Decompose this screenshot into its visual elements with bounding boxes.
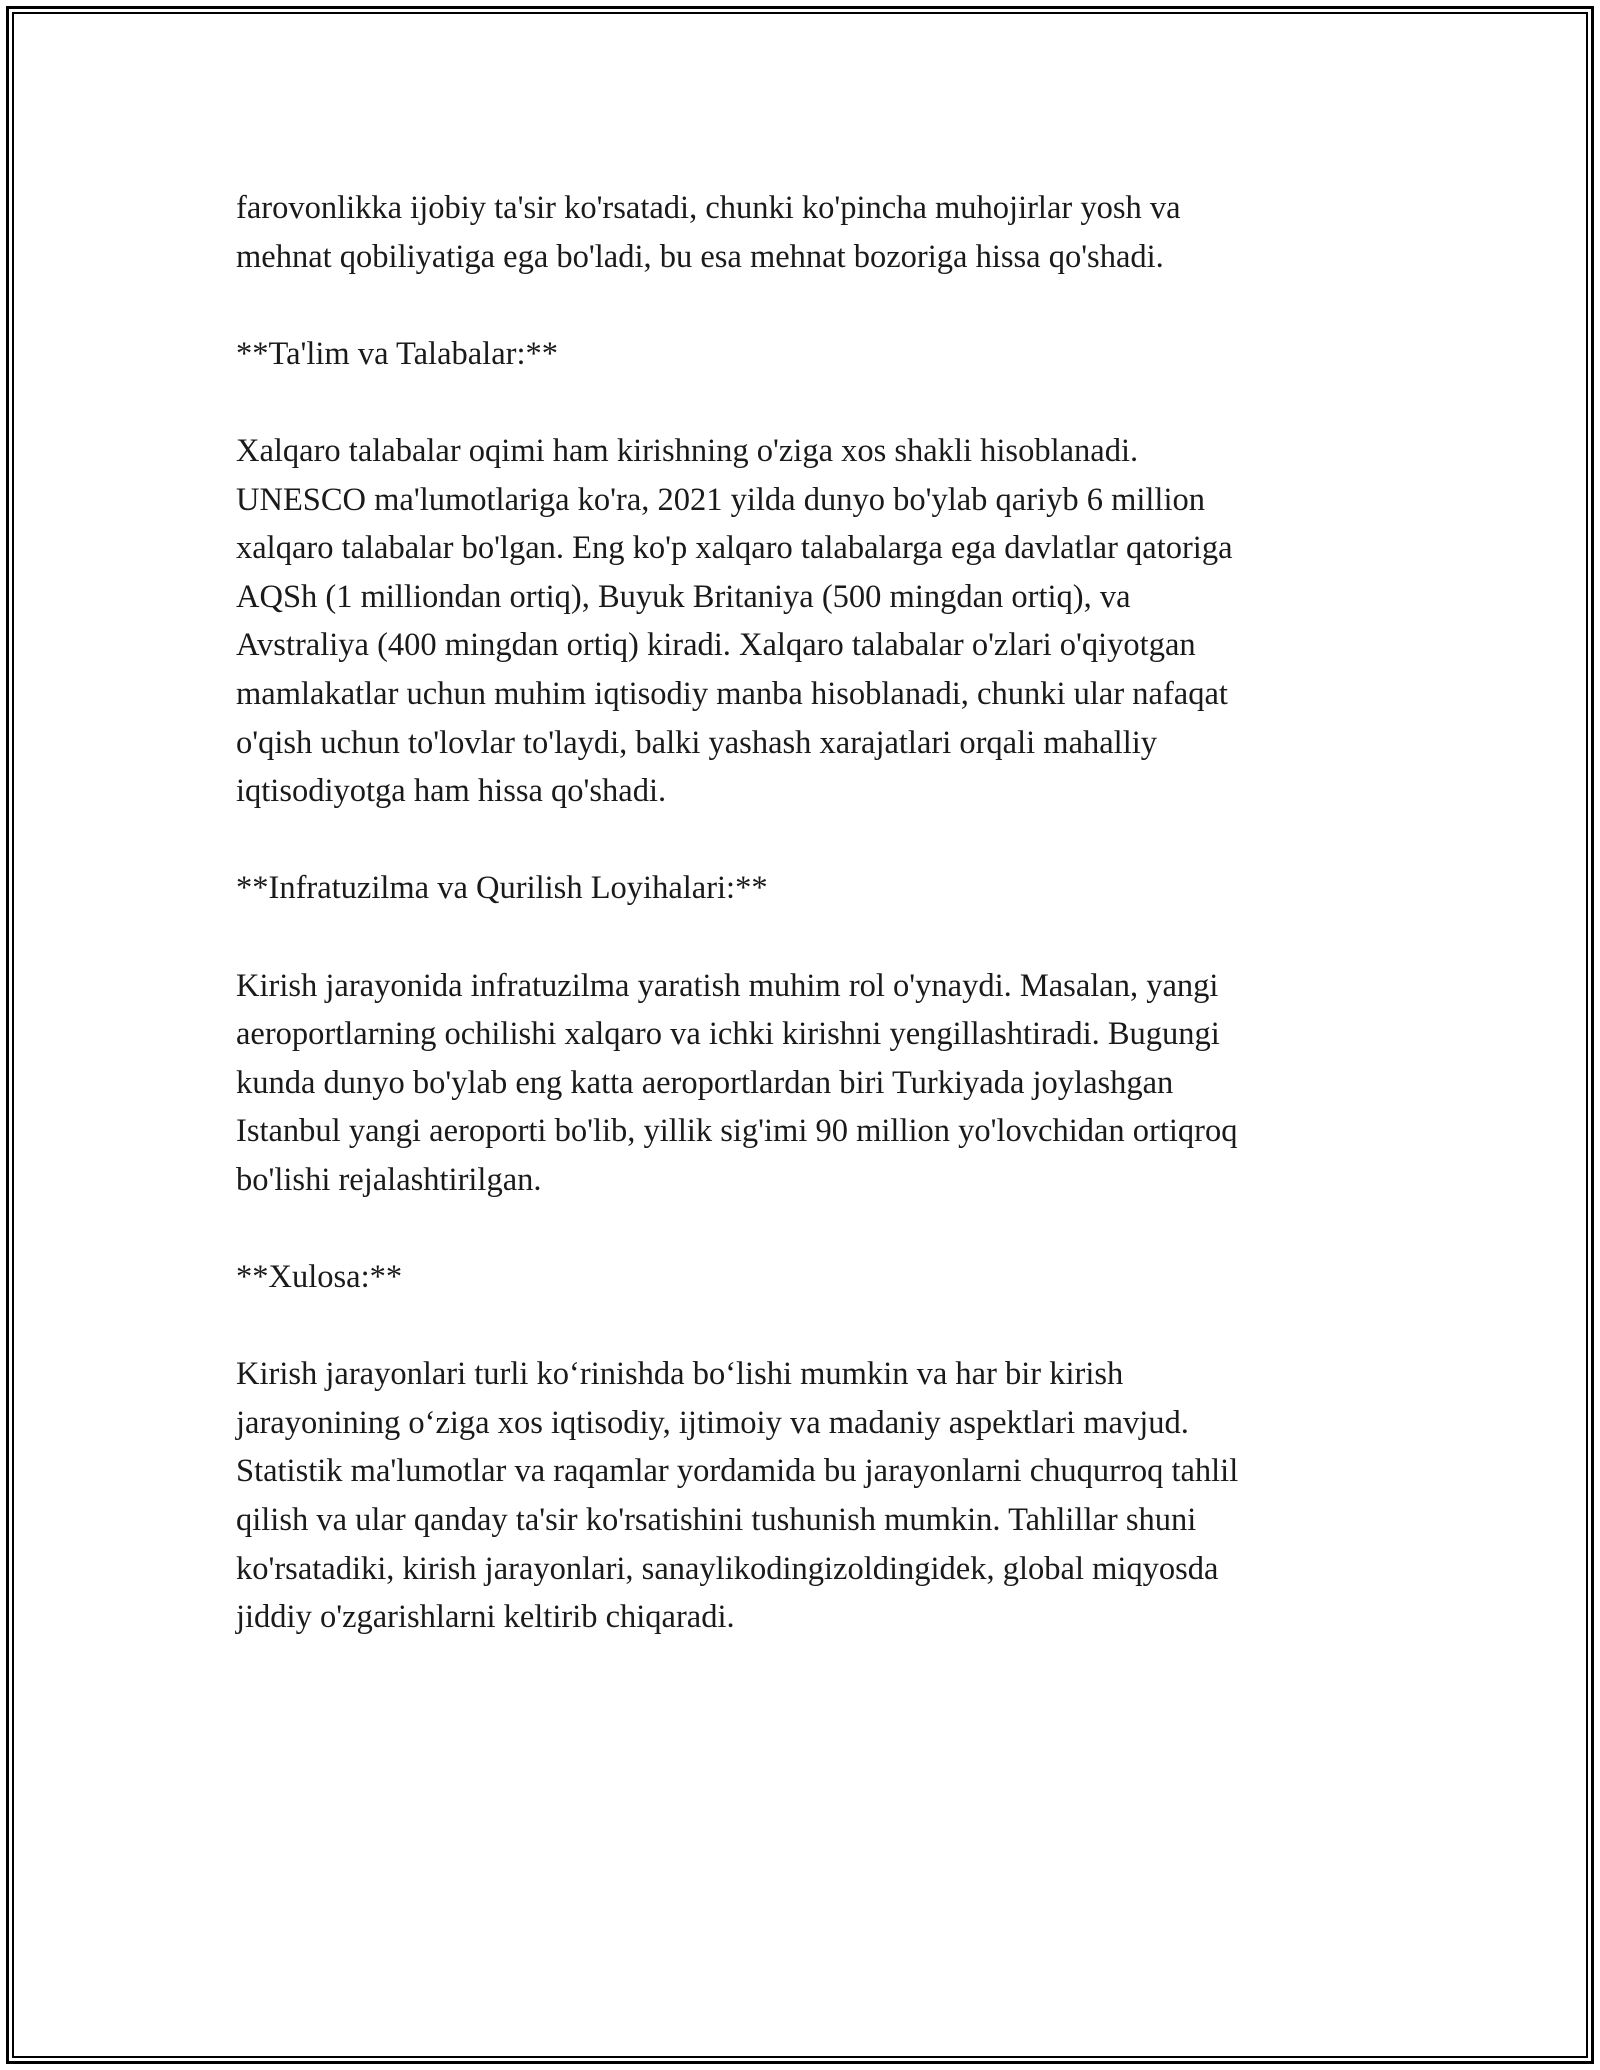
document-body xyxy=(236,184,1396,1690)
paragraph-international-students: Xalqaro talabalar oqimi ham kirishning o'ziga xos shakli hisoblanadi. UNESCO ma'lumotlariga ko'ra, 2021 yilda dunyo bo'ylab qariyb 6 million xalqaro talabalar bo'lgan. Eng ko'p xalqaro talabalarga ega davlatlar qatoriga AQSh (1 milliondan ortiq), Buyuk Britaniya (500 mingdan ortiq), va Avstraliya (400 mingdan ortiq) kiradi. Xalqaro talabalar o'zlari o'qiyotgan mamlakatlar uchun muhim iqtisodiy manba hisoblanadi, chunki ular nafaqat o'qish uchun to'lovlar to'laydi, balki yashash xarajatlari orqali mahalliy iqtisodiyotga ham hissa qo'shadi. xyxy=(236,432,1233,810)
heading-infratuzilma: **Infratuzilma va Qurilish Loyihalari:** xyxy=(236,870,768,907)
heading-talim-va-talabalar: **Ta'lim va Talabalar:** xyxy=(236,335,558,372)
paragraph-conclusion: Kirish jarayonlari turli koʻrinishda boʻlishi mumkin va har bir kirish jarayonining oʻziga xos iqtisodiy, ijtimoiy va madaniy aspektlari mavjud. Statistik ma'lumotlar va raqamlar yordamida bu jarayonlarni chuqurroq tahlil qilish va ular qanday ta'sir ko'rsatishini tushunish mumkin. Tahlillar shuni ko'rsatadiki, kirish jarayonlari, sanaylikodingizoldingidek, global miqyosda jiddiy o'zgarishlarni keltirib chiqaradi. xyxy=(236,1356,1239,1636)
paragraph-intro: farovonlikka ijobiy ta'sir ko'rsatadi, chunki ko'pincha muhojirlar yosh va mehnat qobiliyatiga ega bo'ladi, bu esa mehnat bozoriga hissa qo'shadi. xyxy=(236,190,1181,275)
heading-xulosa: **Xulosa:** xyxy=(236,1259,403,1296)
paragraph-infrastructure: Kirish jarayonida infratuzilma yaratish muhim rol o'ynaydi. Masalan, yangi aeroportlarning ochilishi xalqaro va ichki kirishni yengillashtiradi. Bugungi kunda dunyo bo'ylab eng katta aeroportlardan biri Turkiyada joylashgan Istanbul yangi aeroporti bo'lib, yillik sig'imi 90 million yo'lovchidan ortiqroq bo'lishi rejalashtirilgan. xyxy=(236,967,1238,1198)
